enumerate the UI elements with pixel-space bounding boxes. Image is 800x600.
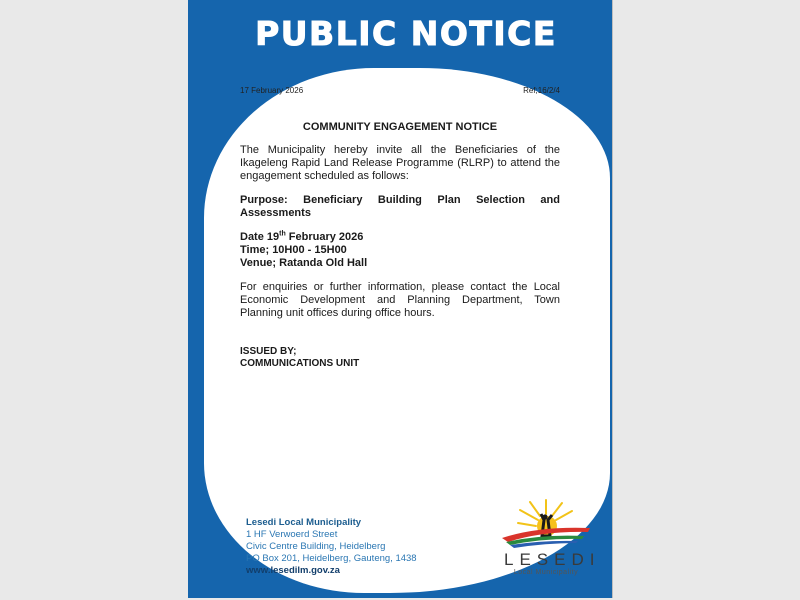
footer-address-line: Civic Centre Building, Heidelberg (246, 541, 386, 552)
footer-organization: Lesedi Local Municipality (246, 517, 362, 528)
notice-purpose: Purpose: Beneficiary Building Plan Selection and Assessments (240, 194, 560, 219)
footer-address-line: 1 HF Verwoerd Street (246, 529, 338, 540)
enquiries-text: For enquiries or further information, please contact the Local Economic Development and Planning Department, Town Planning unit offices during office hours. (240, 281, 560, 319)
event-date (240, 231, 560, 244)
issuer: COMMUNICATIONS UNIT (240, 358, 360, 369)
footer-contact (246, 517, 417, 577)
footer-address-line: PO Box 201, Heidelberg, Gauteng, 1438 (246, 553, 417, 564)
event-date-suffix: th (279, 230, 286, 238)
logo-wordmark: LESEDI (504, 550, 601, 569)
event-details (240, 231, 560, 270)
notice-content (240, 82, 560, 370)
lesedi-logo (498, 498, 601, 582)
public-notice-page (188, 0, 612, 598)
page-title: PUBLIC NOTICE (255, 14, 557, 53)
notice-date: 17 February 2026 (240, 86, 304, 95)
footer-website-link[interactable]: www.lesedilm.gov.za (246, 565, 340, 576)
issued-by-label: ISSUED BY; (240, 346, 297, 357)
notice-reference: Ref;16/2/4 (523, 86, 560, 95)
event-time: Time; 10H00 - 15H00 (240, 244, 347, 256)
event-date-rest: February 2026 (285, 231, 364, 243)
notice-intro: The Municipality hereby invite all the Beneficiaries of the Ikageleng Rapid Land Release Programme (RLRP) to attend the engagement scheduled as follows: (240, 144, 560, 182)
meta-row (240, 84, 560, 97)
event-venue: Venue; Ratanda Old Hall (240, 257, 368, 269)
logo-subtitle: Local Municipality (513, 569, 579, 576)
sun-figure-flag-icon (498, 498, 594, 550)
issued-by (240, 346, 560, 370)
event-date-prefix: Date 19 (240, 231, 280, 243)
notice-heading: COMMUNITY ENGAGEMENT NOTICE (302, 121, 498, 133)
